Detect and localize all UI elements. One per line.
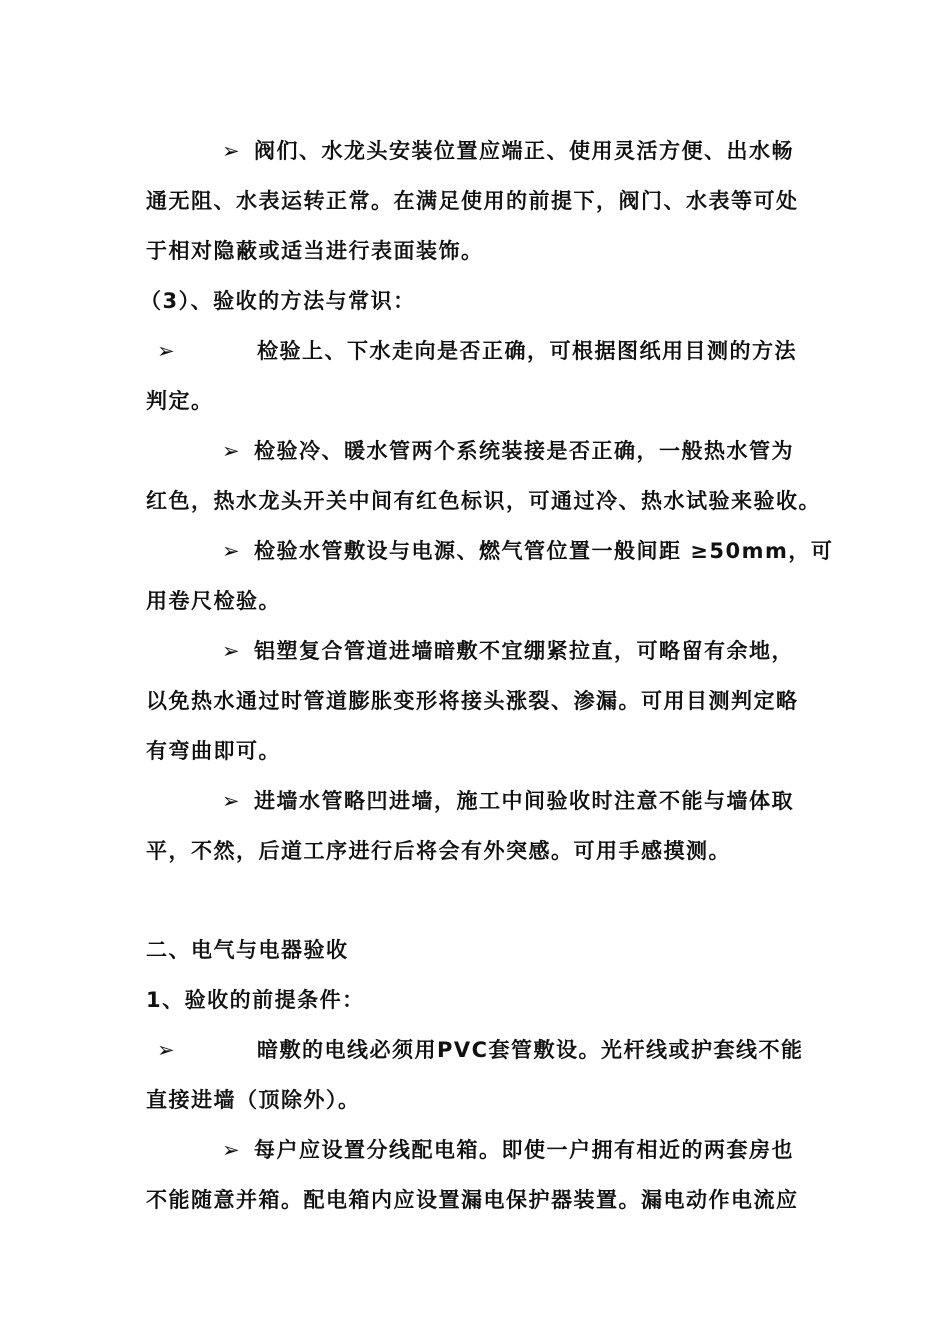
- paragraph-text: 检验上、下水走向是否正确，可根据图纸用目测的方法: [257, 339, 797, 363]
- bullet-arrow-icon: ➢: [157, 339, 177, 363]
- paragraph-text: 于相对隐蔽或适当进行表面装饰。: [146, 239, 484, 263]
- paragraph-text: 以免热水通过时管道膨胀变形将接头涨裂、渗漏。可用目测判定略: [146, 689, 799, 713]
- bullet-arrow-icon: ➢: [222, 1138, 242, 1162]
- bullet-line: [222, 636, 812, 666]
- bullet-arrow-icon: ➢: [222, 639, 242, 663]
- paragraph-text: 不能随意并箱。配电箱内应设置漏电保护器装置。漏电动作电流应: [146, 1188, 799, 1212]
- bullet-line: [222, 536, 834, 566]
- bullet-arrow-icon: ➢: [222, 539, 242, 563]
- bullet-arrow-icon: ➢: [222, 789, 242, 813]
- paragraph-text: 通无阻、水表运转正常。在满足使用的前提下，阀门、水表等可处: [146, 189, 799, 213]
- paragraph-text: 红色，热水龙头开关中间有红色标识，可通过冷、热水试验来验收。: [146, 489, 821, 513]
- bullet-line: [222, 1135, 812, 1165]
- bullet-arrow-icon: ➢: [222, 439, 242, 463]
- paragraph-text: 暗敷的电线必须用PVC套管敷设。光杆线或护套线不能: [257, 1038, 804, 1062]
- bullet-arrow-icon: ➢: [157, 1038, 177, 1062]
- paragraph-text: 平，不然，后道工序进行后将会有外突感。可用手感摸测。: [146, 839, 731, 863]
- bullet-line: [157, 336, 822, 366]
- paragraph-text: 有弯曲即可。: [146, 739, 281, 763]
- bullet-arrow-icon: ➢: [222, 139, 242, 163]
- section-heading: 二、电气与电器验收: [146, 938, 349, 962]
- paragraph-text: 铝塑复合管道进墙暗敷不宜绷紧拉直，可略留有余地，: [254, 639, 794, 663]
- paragraph-text: 检验水管敷设与电源、燃气管位置一般间距 ≥50mm，可: [254, 539, 834, 563]
- paragraph-text: 检验冷、暖水管两个系统装接是否正确，一般热水管为: [254, 439, 794, 463]
- paragraph-text: 直接进墙（顶除外）。: [146, 1088, 361, 1112]
- section-heading: （3）、验收的方法与常识：: [140, 289, 416, 313]
- bullet-line: [222, 786, 812, 816]
- paragraph-text: 每户应设置分线配电箱。即使一户拥有相近的两套房也: [254, 1138, 794, 1162]
- bullet-line: [222, 136, 812, 166]
- paragraph-text: 阀们、水龙头安装位置应端正、使用灵活方便、出水畅: [254, 139, 794, 163]
- bullet-line: [157, 1035, 822, 1065]
- paragraph-text: 用卷尺检验。: [146, 589, 281, 613]
- paragraph-text: 进墙水管略凹进墙，施工中间验收时注意不能与墙体取: [254, 789, 794, 813]
- subsection-heading: 1、验收的前提条件：: [146, 988, 365, 1012]
- paragraph-text: 判定。: [146, 389, 214, 413]
- bullet-line: [222, 436, 812, 466]
